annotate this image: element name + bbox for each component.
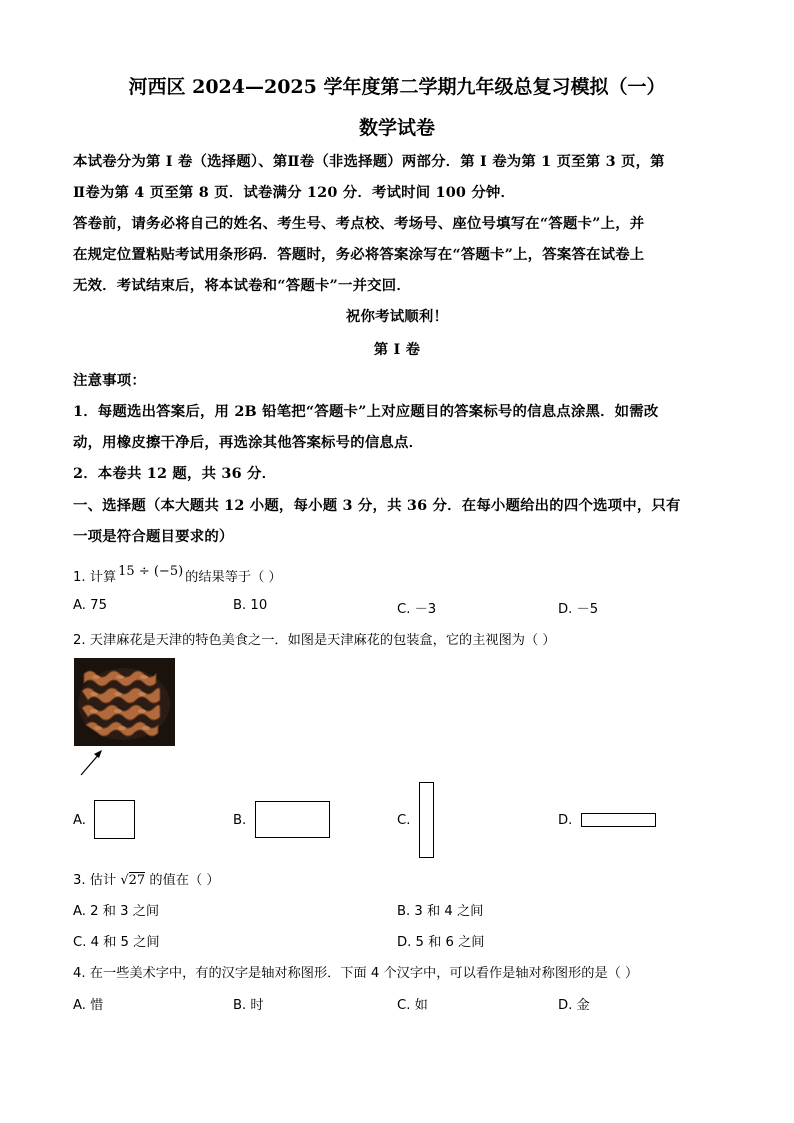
exam-title: 河西区 2024—2025 学年度第二学期九年级总复习模拟（一） [128,76,666,98]
view-direction-arrow-icon [78,748,106,778]
mahua-box-photo [74,658,175,746]
q4-option-d: D. 金 [558,998,590,1013]
q2-option-b-rectangle [255,801,330,838]
q2-option-c-tall-rectangle [419,782,434,858]
q2-label-d: D. [558,813,573,828]
q3-option-b: B. 3 和 4 之间 [397,904,484,919]
question-1 [73,566,282,585]
section-heading-line-2: 一项是符合题目要求的） [73,528,234,545]
wish-text: 祝你考试顺利！ [345,308,449,325]
q2-option-d-flat-rectangle [581,813,656,827]
q2-label-a: A. [73,813,86,828]
q4-option-a: A. 惜 [73,998,104,1013]
q4-option-c: C. 如 [397,998,428,1013]
q1-expression: 15 ÷ (−5) [118,564,184,579]
intro-line-4: 在规定位置粘贴考试用条形码．答题时，务必将答案涂写在“答题卡”上，答案答在试卷上 [73,246,645,263]
q4-option-b: B. 时 [233,998,264,1013]
q2-label-b: B. [233,813,247,828]
note-line-3: 2．本卷共 12 题，共 36 分． [73,465,277,482]
intro-line-3: 答卷前，请务必将自己的姓名、考生号、考点校、考场号、座位号填写在“答题卡”上，并 [73,215,645,232]
intro-line-5: 无效．考试结束后，将本试卷和“答题卡”一并交回． [73,277,411,294]
exam-subtitle: 数学试卷 [358,117,435,139]
q3-radical [120,872,145,888]
question-3 [73,869,220,888]
note-line-2: 动，用橡皮擦干净后，再选涂其他答案标号的信息点． [73,434,424,451]
q1-option-d: D. －5 [558,602,599,617]
q3-suffix: 的值在（ ） [149,873,220,888]
section-heading-line-1: 一、选择题（本大题共 12 小题，每小题 3 分，共 36 分．在每小题给出的四个选项中，只有 [73,497,681,514]
q1-suffix: 的结果等于（ ） [185,570,282,585]
notes-heading: 注意事项： [73,372,146,389]
q1-option-a: A. 75 [73,598,107,613]
note-line-1: 1．每题选出答案后，用 2B 铅笔把“答题卡”上对应题目的答案标号的信息点涂黑．如需改 [73,403,659,420]
sqrt-icon: √ [120,873,129,888]
q1-option-b: B. 10 [233,598,268,613]
q3-option-d: D. 5 和 6 之间 [397,935,485,950]
q3-option-c: C. 4 和 5 之间 [73,935,160,950]
intro-line-2: Ⅱ卷为第 4 页至第 8 页．试卷满分 120 分．考试时间 100 分钟． [73,184,516,201]
q3-option-a: A. 2 和 3 之间 [73,904,160,919]
volume-heading: 第 I 卷 [373,341,421,358]
q1-option-c: C. －3 [397,602,437,617]
q3-prefix: 3. 估计 [73,873,117,888]
q1-prefix: 1. 计算 [73,570,117,585]
intro-line-1: 本试卷分为第 I 卷（选择题）、第Ⅱ卷（非选择题）两部分．第 I 卷为第 1 页至第 3 页，第 [73,153,665,170]
q3-radicand: 27 [128,873,146,888]
question-2: 2. 天津麻花是天津的特色美食之一．如图是天津麻花的包装盒，它的主视图为（ ） [73,633,556,648]
q2-label-c: C. [397,813,411,828]
q2-option-a-square [94,800,135,839]
question-4: 4. 在一些美术字中，有的汉字是轴对称图形．下面 4 个汉字中，可以看作是轴对称图形的是（ ） [73,966,639,981]
